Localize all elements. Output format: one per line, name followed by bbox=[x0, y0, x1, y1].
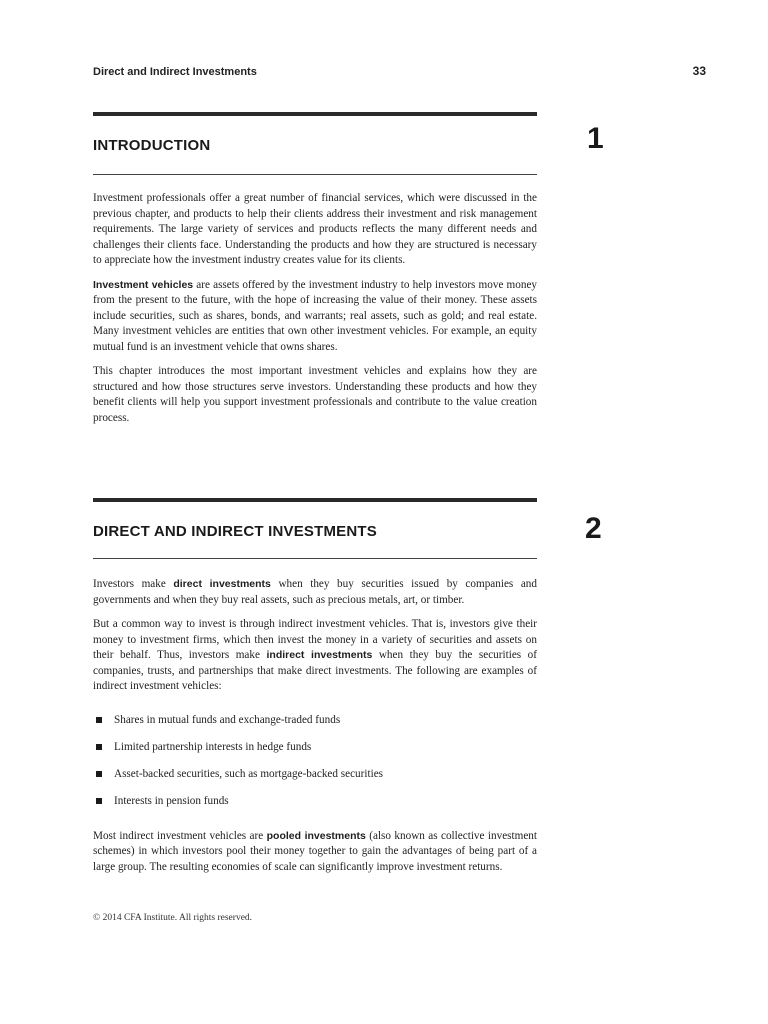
list-item bbox=[93, 794, 537, 821]
copyright-footer: © 2014 CFA Institute. All rights reserved. bbox=[93, 913, 253, 923]
list-item-text: Interests in pension funds bbox=[114, 794, 229, 807]
section-divider-top bbox=[93, 112, 537, 116]
list-item-text: Shares in mutual funds and exchange-traded funds bbox=[114, 713, 341, 726]
paragraph-text: (also known as collective investment schemes) in which investors pool their money together to gain the advantages of being part of a large group. The resulting economies of scale can significantly improve investment returns. bbox=[93, 829, 537, 873]
square-bullet-icon bbox=[96, 744, 102, 750]
key-term: pooled investments bbox=[266, 829, 366, 842]
page-number: 33 bbox=[692, 64, 706, 78]
list-item-text: Asset-backed securities, such as mortgage-backed securities bbox=[114, 767, 384, 780]
square-bullet-icon bbox=[96, 717, 102, 723]
key-term: indirect investments bbox=[266, 649, 373, 661]
list-item bbox=[93, 713, 537, 740]
paragraph-text: when they buy the securities of companies, trusts, and partnerships that make direct investments. The following are examples of indirect investment vehicles: bbox=[93, 649, 537, 692]
key-term: direct investments bbox=[173, 578, 271, 590]
paragraph-text: Most indirect investment vehicles are bbox=[93, 829, 267, 842]
list-item bbox=[93, 767, 537, 794]
list-item bbox=[93, 740, 537, 767]
paragraph-text: are assets offered by the investment industry to help investors move money from the present to the future, with the hope of increasing the value of their money. These assets include securities, such as shares, bonds, and warrants; real assets, such as gold; and real estate. Many investment vehicles are entities that own other investment vehicles. For example, an equity mutual fund is an investment vehicle that owns shares. bbox=[93, 278, 538, 353]
running-header-title: Direct and Indirect Investments bbox=[93, 66, 257, 78]
section-number: 1 bbox=[587, 122, 604, 155]
square-bullet-icon bbox=[96, 771, 102, 777]
square-bullet-icon bbox=[96, 798, 102, 804]
section-divider-bottom bbox=[93, 174, 537, 175]
paragraph: Investment professionals offer a great number of financial services, which were discussed in the previous chapter, and products to help their clients address their investment and risk management requirements. The large variety of services and products reflects the many different needs and challenges their clients face. Understanding the products and how they are structured is necessary to appreciate how the investment industry creates value for its clients. bbox=[93, 192, 537, 266]
list-item-text: Limited partnership interests in hedge funds bbox=[114, 740, 312, 753]
bullet-list bbox=[93, 713, 537, 821]
paragraph-text: Investors make bbox=[93, 578, 174, 590]
section-number: 2 bbox=[585, 512, 602, 545]
paragraph bbox=[93, 278, 537, 356]
paragraph-text: But a common way to invest is through indirect investment vehicles. That is, investors give their money to investment firms, which then invest the money in a variety of securities and assets on their behalf. Thus, investors make bbox=[93, 618, 537, 661]
section-body bbox=[93, 191, 537, 426]
section-introduction bbox=[93, 112, 537, 426]
section-divider-bottom bbox=[93, 558, 537, 559]
key-term: Investment vehicles bbox=[93, 278, 194, 291]
paragraph bbox=[93, 617, 537, 695]
section-title: INTRODUCTION bbox=[93, 137, 211, 154]
paragraph bbox=[93, 577, 537, 608]
paragraph-text: when they buy securities issued by companies and governments and when they buy real assets, such as precious metals, art, or timber. bbox=[93, 578, 537, 606]
section-divider-top bbox=[93, 498, 537, 502]
paragraph: This chapter introduces the most important investment vehicles and explains how they are structured and how those structures serve investors. Understanding these products and how they benefit clients will help you support investment professionals and contribute to the value creation process. bbox=[93, 365, 537, 424]
paragraph bbox=[93, 829, 537, 876]
section-body bbox=[93, 577, 537, 875]
section-direct-indirect-investments bbox=[93, 498, 537, 875]
section-title: DIRECT AND INDIRECT INVESTMENTS bbox=[93, 523, 377, 540]
